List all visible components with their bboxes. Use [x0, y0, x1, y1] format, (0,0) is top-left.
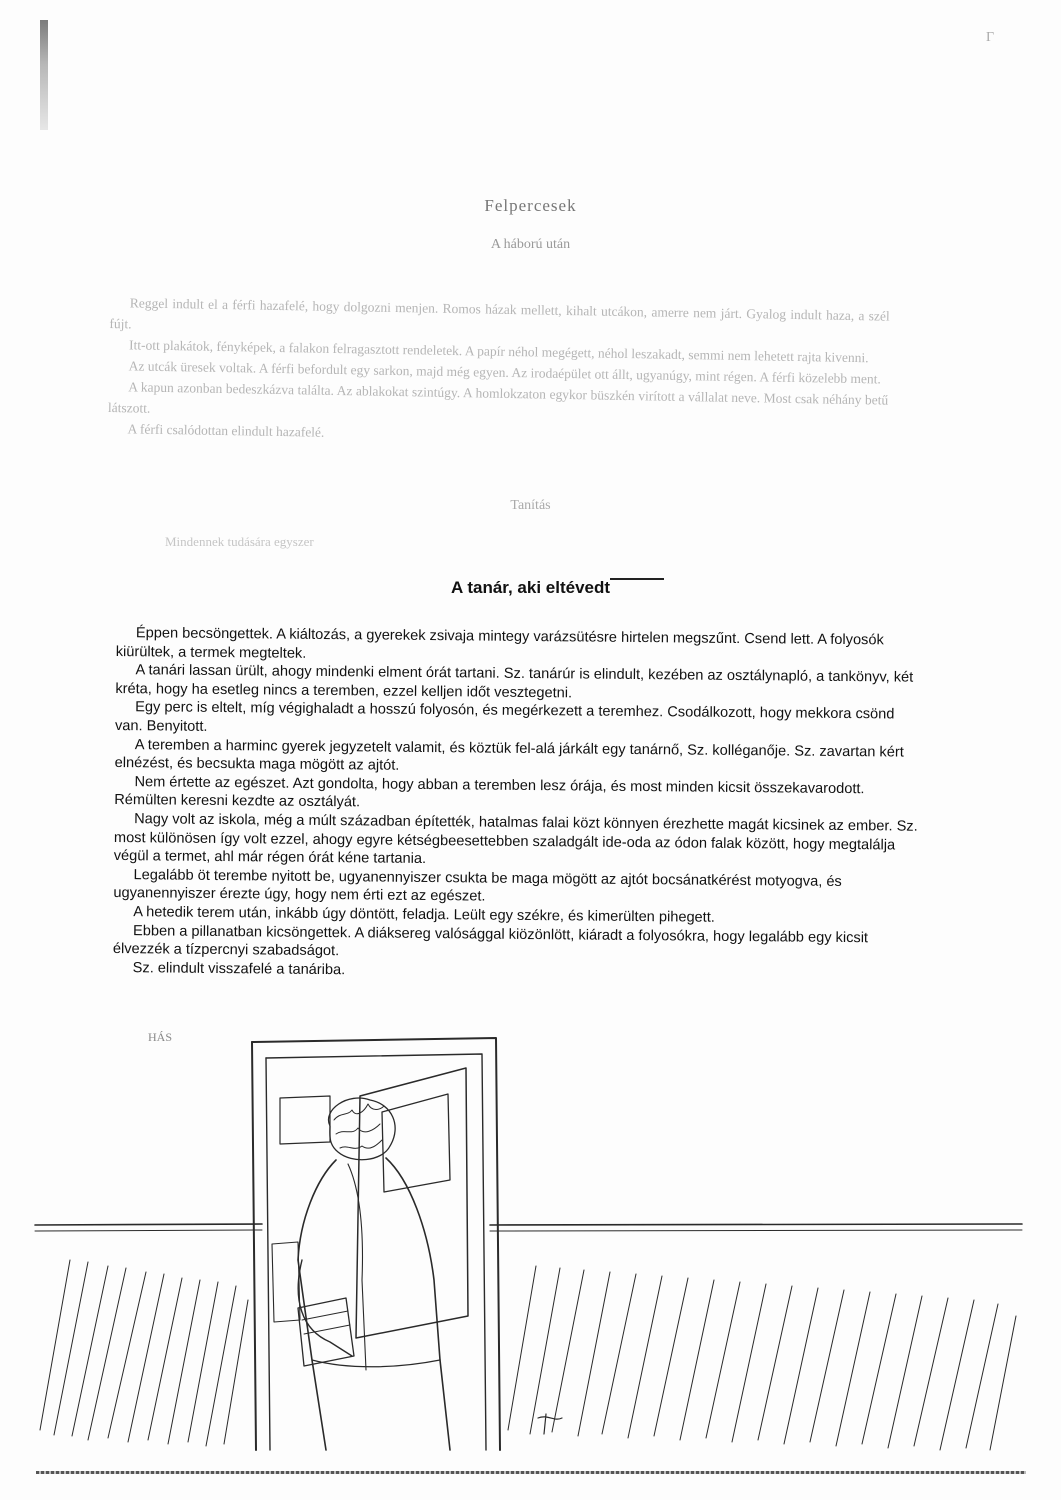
story-paragraph: Nem értette az egészet. Azt gondolta, hogy abban a teremben lesz órája, és most minden kicsit összekavarodott. Rémülten keresni kezdte az osztályát.: [114, 773, 865, 811]
scan-artifact-mark: [40, 20, 48, 130]
ghost-paragraph: Reggel indult el a férfi hazafelé, hogy dolgozni menjen. Romos házak mellett, kihalt utcákon, amerre nem járt. Gyalog indult haza, a szél fújt.: [109, 295, 890, 332]
ghost-paragraph: A férfi csalódottan elindult hazafelé.: [127, 421, 325, 440]
story-paragraph: Nagy volt az iskola, még a múlt században építették, hatalmas falai közt könnyen érezhette magát kicsinek az ember. Sz. most különösen így volt ezzel, ahogy egyre kétségbeesettebben szaladgált ide-oda az ódon falak között, hogy megtalálja végül a termet, ahl már régen órát kéne tartania.: [113, 811, 918, 868]
story-paragraph: A hetedik terem után, inkább úgy döntött, feladja. Leült egy székre, és kimerülten pihegett.: [133, 904, 715, 926]
scan-artifact-mark-right: Г: [986, 30, 995, 45]
story-paragraph: A tanári lassan ürült, ahogy mindenki elment órát tartani. Sz. tanárúr is elindult, kezében az osztálynapló, a tankönyv, két kréta, hogy ha esetleg nincs a teremben, ezzel kelljen időt vesztegetni.: [115, 662, 914, 702]
author-signature: HÁS: [148, 1030, 173, 1044]
story-paragraph: A teremben a harminc gyerek jegyzetelt valamit, és köztük fel-alá járkált egy tanárnő, Sz. kolléganője. Sz. zavartan kért elnézést, és becsukta maga mögött az ajtót.: [114, 736, 904, 774]
ghost-body: [107, 292, 889, 453]
ghost-line: Mindennek tudására egyszer: [165, 534, 314, 549]
teacher-at-door-sketch-icon: [30, 1030, 1030, 1460]
scan-bottom-edge: [36, 1471, 1026, 1474]
story-paragraph: Egy perc is eltelt, míg végighaladt a hosszú folyosón, és megérkezett a teremhez. Csodálkozott, hogy mekkora csönd van. Benyitott.: [114, 699, 895, 735]
story-title: A tanár, aki eltévedt: [450, 578, 611, 597]
story-paragraph: Legalább öt terembe nyitott be, ugyanennyiszer csukta be maga mögött az ajtót bocsánatkérést motyogva, és ugyanennyiszer érezte úgy, hogy nem érti ezt az egészet.: [113, 866, 842, 905]
ghost-paragraph: Itt-ott plakátok, fényképek, a falakon felragasztott rendeletek. A papír néhol megégett, néhol leszakadt, semmi nem lehetett rajta kivenni.: [128, 337, 869, 366]
ghost-subtitle: A háború után: [490, 237, 571, 252]
ghost-paragraph: Az utcák üresek voltak. A férfi befordult egy sarkon, majd még egyen. Az irodaépület ott állt, ugyanúgy, mint régen. A férfi közelebb ment.: [128, 358, 882, 387]
ghost-title: Felpercesek: [484, 196, 577, 215]
ghost-paragraph: A kapun azonban bedeszkázva találta. Az ablakokat szintúgy. A homlokzaton egykor büszkén virított a vállalat neve. Most csak néhány betű látszott.: [107, 379, 889, 416]
story-paragraph: Éppen becsöngettek. A kiáltozás, a gyerekek zsivaja mintegy varázsütésre hirtelen megszűnt. Csend lett. A folyosók kiürültek, a termek megteltek.: [115, 625, 884, 662]
story-body: [113, 624, 924, 985]
ghost-section-heading: Tanítás: [510, 498, 551, 513]
story-paragraph: Ebben a pillanatban kicsöngettek. A diáksereg valósággal kiözönlött, kiáradt a folyosókra, hogy legalább egy kicsit élvezzék a tízpercnyi szabadságot.: [112, 922, 869, 960]
story-paragraph: Sz. elindult visszafelé a tanáriba.: [132, 959, 346, 978]
